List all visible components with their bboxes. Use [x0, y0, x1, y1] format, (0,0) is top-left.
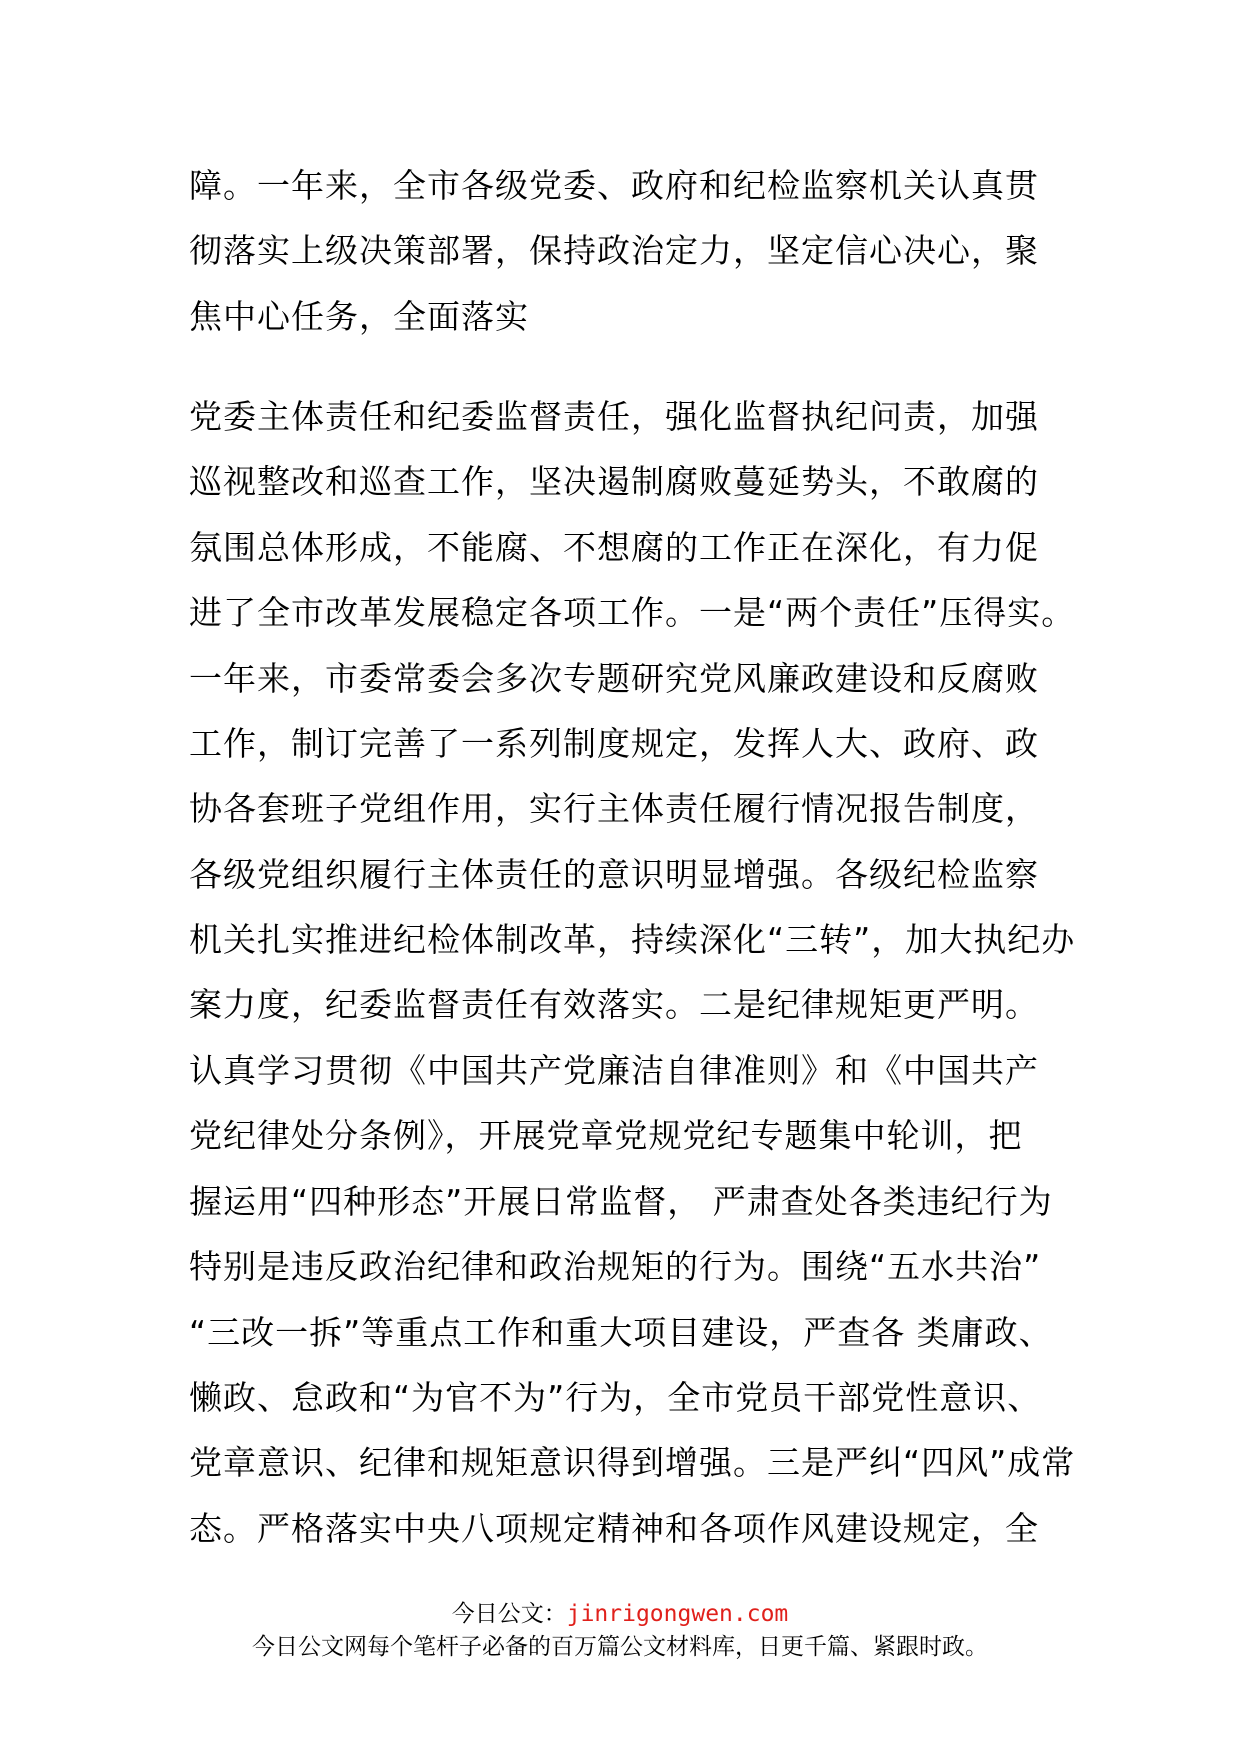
text-line: “三改一拆”等重点工作和重大项目建设，严查各 类庸政、: [189, 1313, 1053, 1352]
text-line: 协各套班子党组作用，实行主体责任履行情况报告制度，: [189, 789, 1039, 828]
text-line: 机关扎实推进纪检体制改革，持续深化“三转”，加大执纪办: [189, 920, 1076, 959]
text-line: 进了全市改革发展稳定各项工作。一是“两个责任”压得实。: [189, 593, 1076, 632]
text-line: 工作，制订完善了一系列制度规定，发挥人大、政府、政: [189, 724, 1039, 763]
text-line: 巡视整改和巡查工作，坚决遏制腐败蔓延势头，不敢腐的: [189, 462, 1039, 501]
text-line: 党章意识、纪律和规矩意识得到增强。三是严纠“四风”成常: [189, 1443, 1076, 1482]
text-line: 特别是违反政治纪律和政治规矩的行为。围绕“五水共治”: [189, 1247, 1042, 1286]
text-line: 态。严格落实中央八项规定精神和各项作风建设规定，全: [189, 1509, 1039, 1548]
text-line: 案力度，纪委监督责任有效落实。二是纪律规矩更严明。: [189, 985, 1039, 1024]
footer-site-label: 今日公文：: [451, 1601, 567, 1627]
text-line: 障。一年来，全市各级党委、政府和纪检监察机关认真贯: [189, 166, 1039, 205]
footer-slogan: 今日公文网每个笔杆子必备的百万篇公文材料库，日更千篇、紧跟时政。: [252, 1634, 988, 1660]
text-line: 认真学习贯彻《中国共产党廉洁自律准则》和《中国共产: [189, 1051, 1039, 1090]
text-line: 党纪律处分条例》，开展党章党规党纪专题集中轮训，把: [189, 1116, 1023, 1155]
text-line: 懒政、怠政和“为官不为”行为，全市党员干部党性意识、: [189, 1378, 1042, 1417]
text-line: 焦中心任务，全面落实: [189, 297, 529, 336]
text-line: 一年来，市委常委会多次专题研究党风廉政建设和反腐败: [189, 659, 1039, 698]
text-line: 党委主体责任和纪委监督责任，强化监督执纪问责，加强: [189, 397, 1039, 436]
footer-site-link[interactable]: jinrigongwen.com: [566, 1601, 789, 1627]
footer-site: [0, 1599, 1240, 1629]
text-line: 彻落实上级决策部署，保持政治定力，坚定信心决心，聚: [189, 231, 1039, 270]
text-line: 氛围总体形成，不能腐、不想腐的工作正在深化，有力促: [189, 528, 1039, 567]
text-line: 握运用“四种形态”开展日常监督， 严肃查处各类违纪行为: [189, 1182, 1053, 1221]
text-line: 各级党组织履行主体责任的意识明显增强。各级纪检监察: [189, 855, 1039, 894]
